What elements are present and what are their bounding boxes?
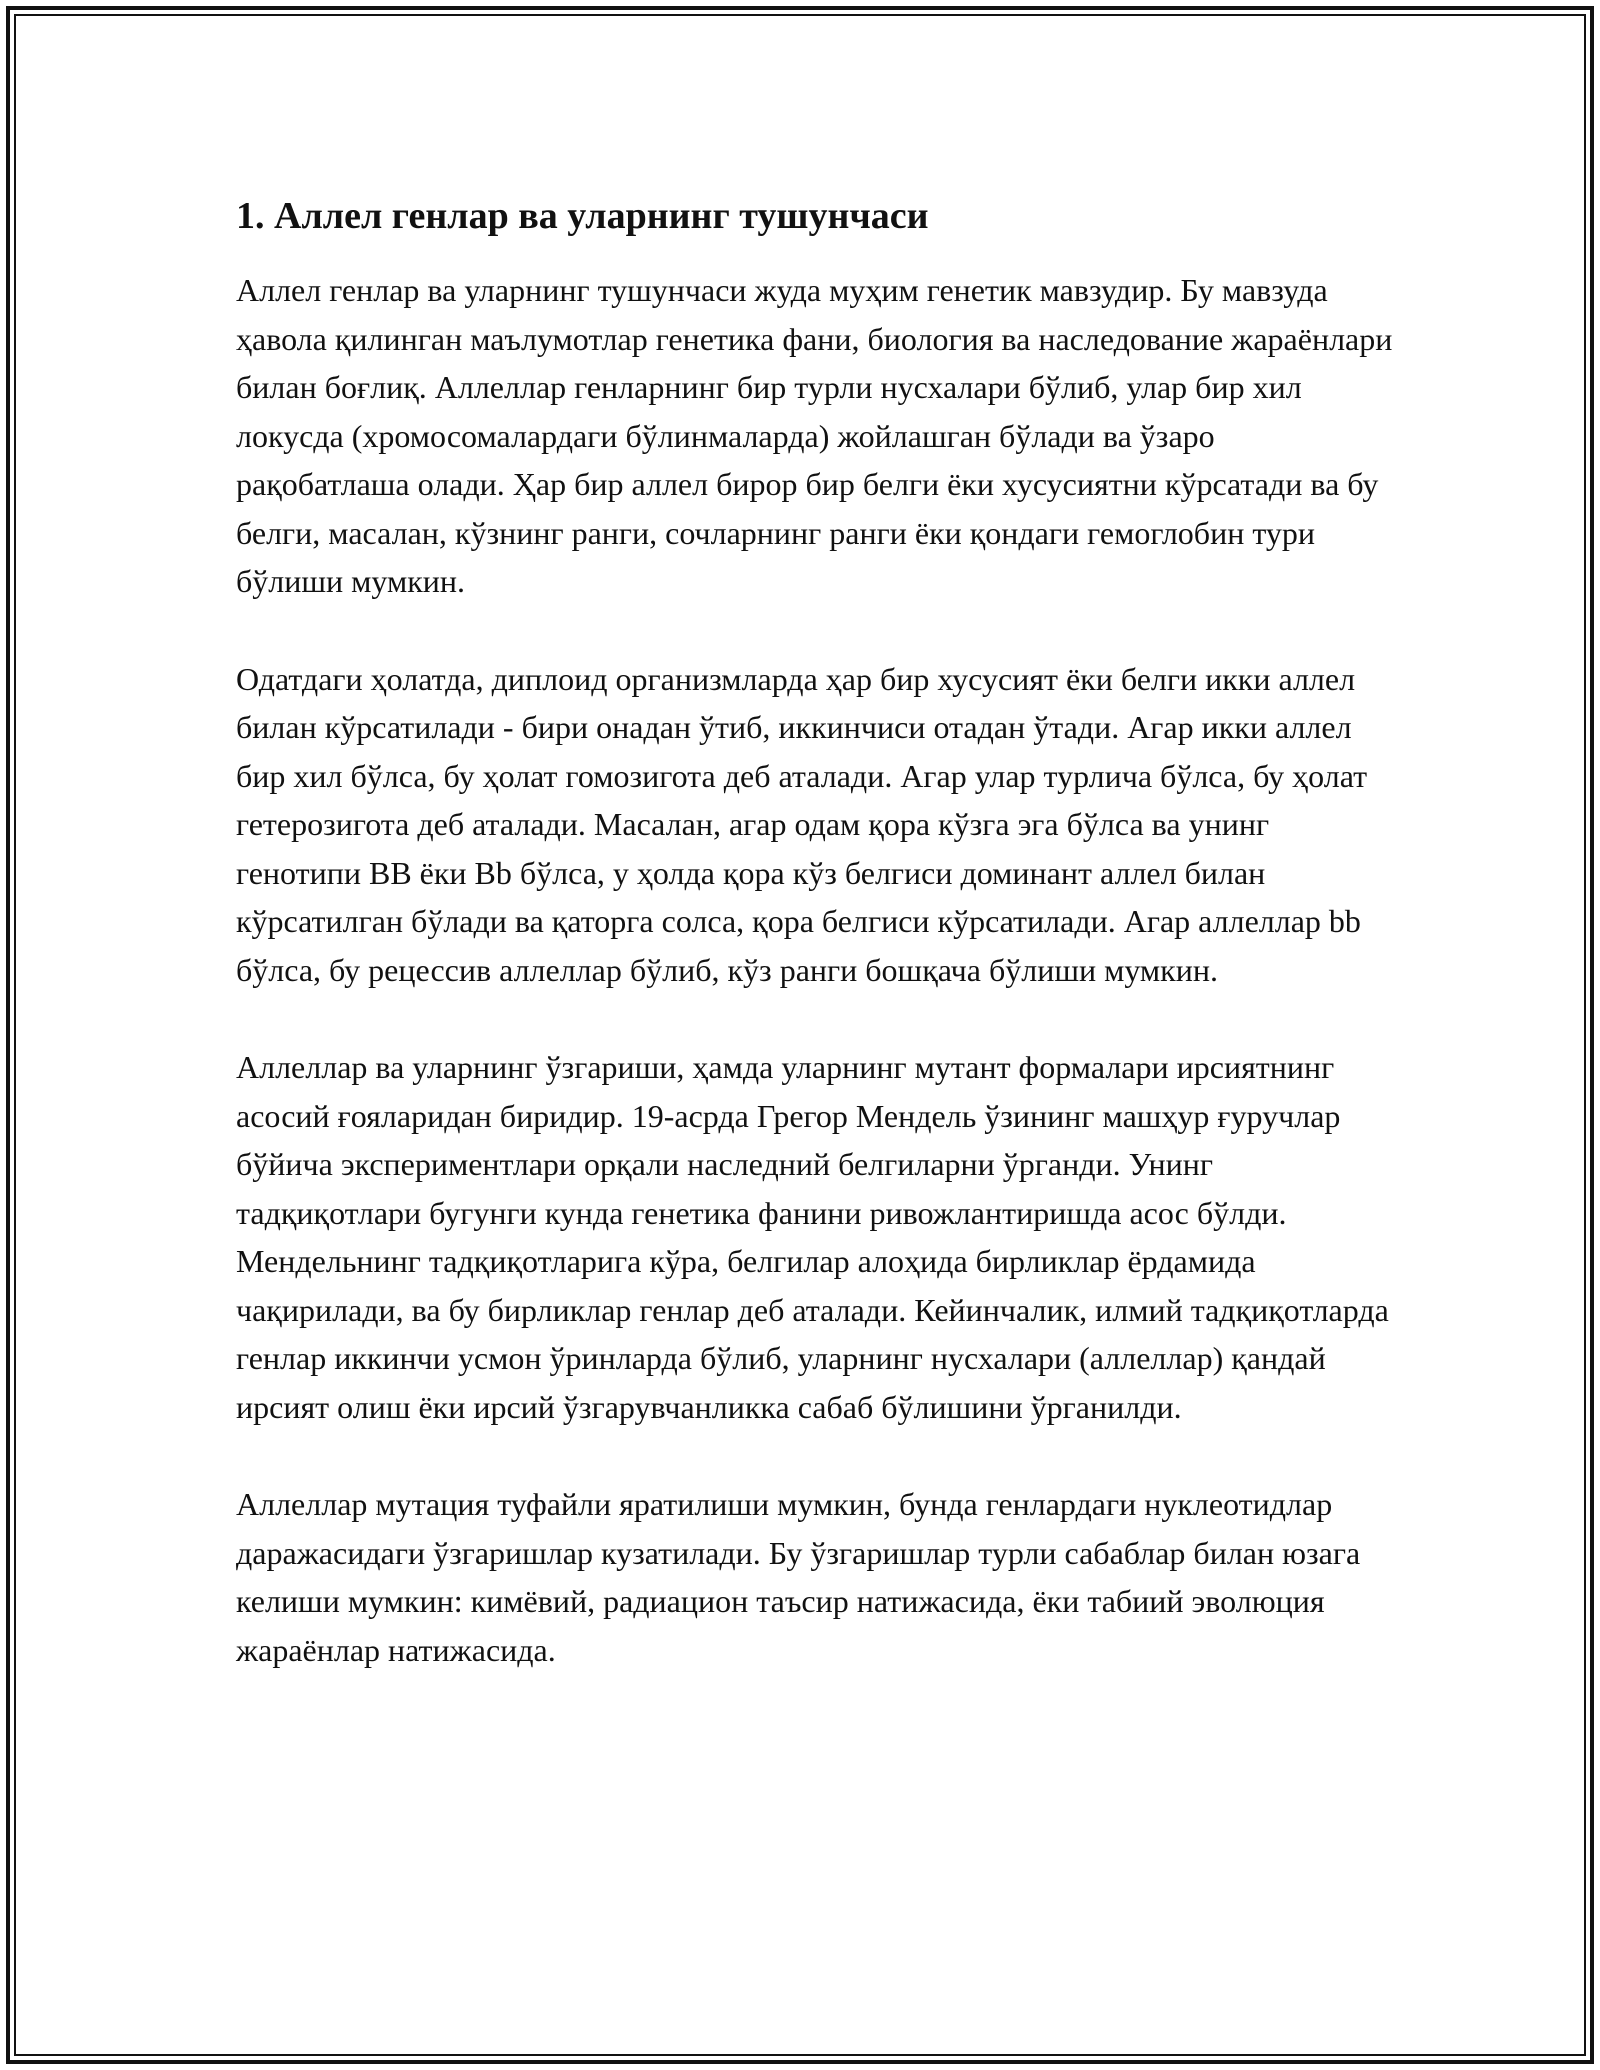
section-heading: 1. Аллел генлар ва уларнинг тушунчаси bbox=[236, 195, 929, 237]
paragraph-3: Аллеллар ва уларнинг ўзгариши, ҳамда уларнинг мутант формалари ирсиятнинг асосий ғояларидан биридир. 19-асрда Грегор Мендель ўзининг машҳур ғуручлар бўйича экспериментлари орқали наследний белгиларни ўрганди. Унинг тадқиқотлари бугунги кунда генетика фанини ривожлантиришда асос бўлди. Мендельнинг тадқиқотларига кўра, белгилар алоҳида бирликлар ёрдамида чақирилади, ва бу бирликлар генлар деб аталади. Кейинчалик, илмий тадқиқотларда генлар иккинчи усмон ўринларда бўлиб, уларнинг нусхалари (аллеллар) қандай ирсият олиш ёки ирсий ўзгарувчанликка сабаб бўлишини ўрганилди. bbox=[236, 1049, 1389, 1425]
document-body bbox=[236, 186, 1396, 1723]
paragraph-4: Аллеллар мутация туфайли яратилиши мумкин, бунда генлардаги нуклеотидлар даражасидаги ўзгаришлар кузатилади. Бу ўзгаришлар турли сабаблар билан юзага келиши мумкин: кимёвий, радиацион таъсир натижасида, ёки табиий эволюция жараёнлар натижасида. bbox=[236, 1486, 1361, 1668]
paragraph-2: Одатдаги ҳолатда, диплоид организмларда ҳар бир хусусият ёки белги икки аллел билан кўрсатилади - бири онадан ўтиб, иккинчиси отадан ўтади. Агар икки аллел бир хил бўлса, бу ҳолат гомозигота деб аталади. Агар улар турлича бўлса, бу ҳолат гетерозигота деб аталади. Масалан, агар одам қора кўзга эга бўлса ва унинг генотипи BB ёки Bb бўлса, у ҳолда қора кўз белгиси доминант аллел билан кўрсатилган бўлади ва қаторга солса, қора белгиси кўрсатилади. Агар аллеллар bb бўлса, бу рецессив аллеллар бўлиб, кўз ранги бошқача бўлиши мумкин. bbox=[236, 660, 1368, 988]
paragraph-1: Аллел генлар ва уларнинг тушунчаси жуда муҳим генетик мавзудир. Бу мавзуда ҳавола қилинган маълумотлар генетика фани, биология ва наследование жараёнлари билан боғлиқ. Аллеллар генларнинг бир турли нусхалари бўлиб, улар бир хил локусда (хромосомалардаги бўлинмаларда) жойлашган бўлади ва ўзаро рақобатлаша олади. Ҳар бир аллел бирор бир белги ёки хусусиятни кўрсатади ва бу белги, масалан, кўзнинг ранги, сочларнинг ранги ёки қондаги гемоглобин тури бўлиши мумкин. bbox=[236, 272, 1393, 599]
